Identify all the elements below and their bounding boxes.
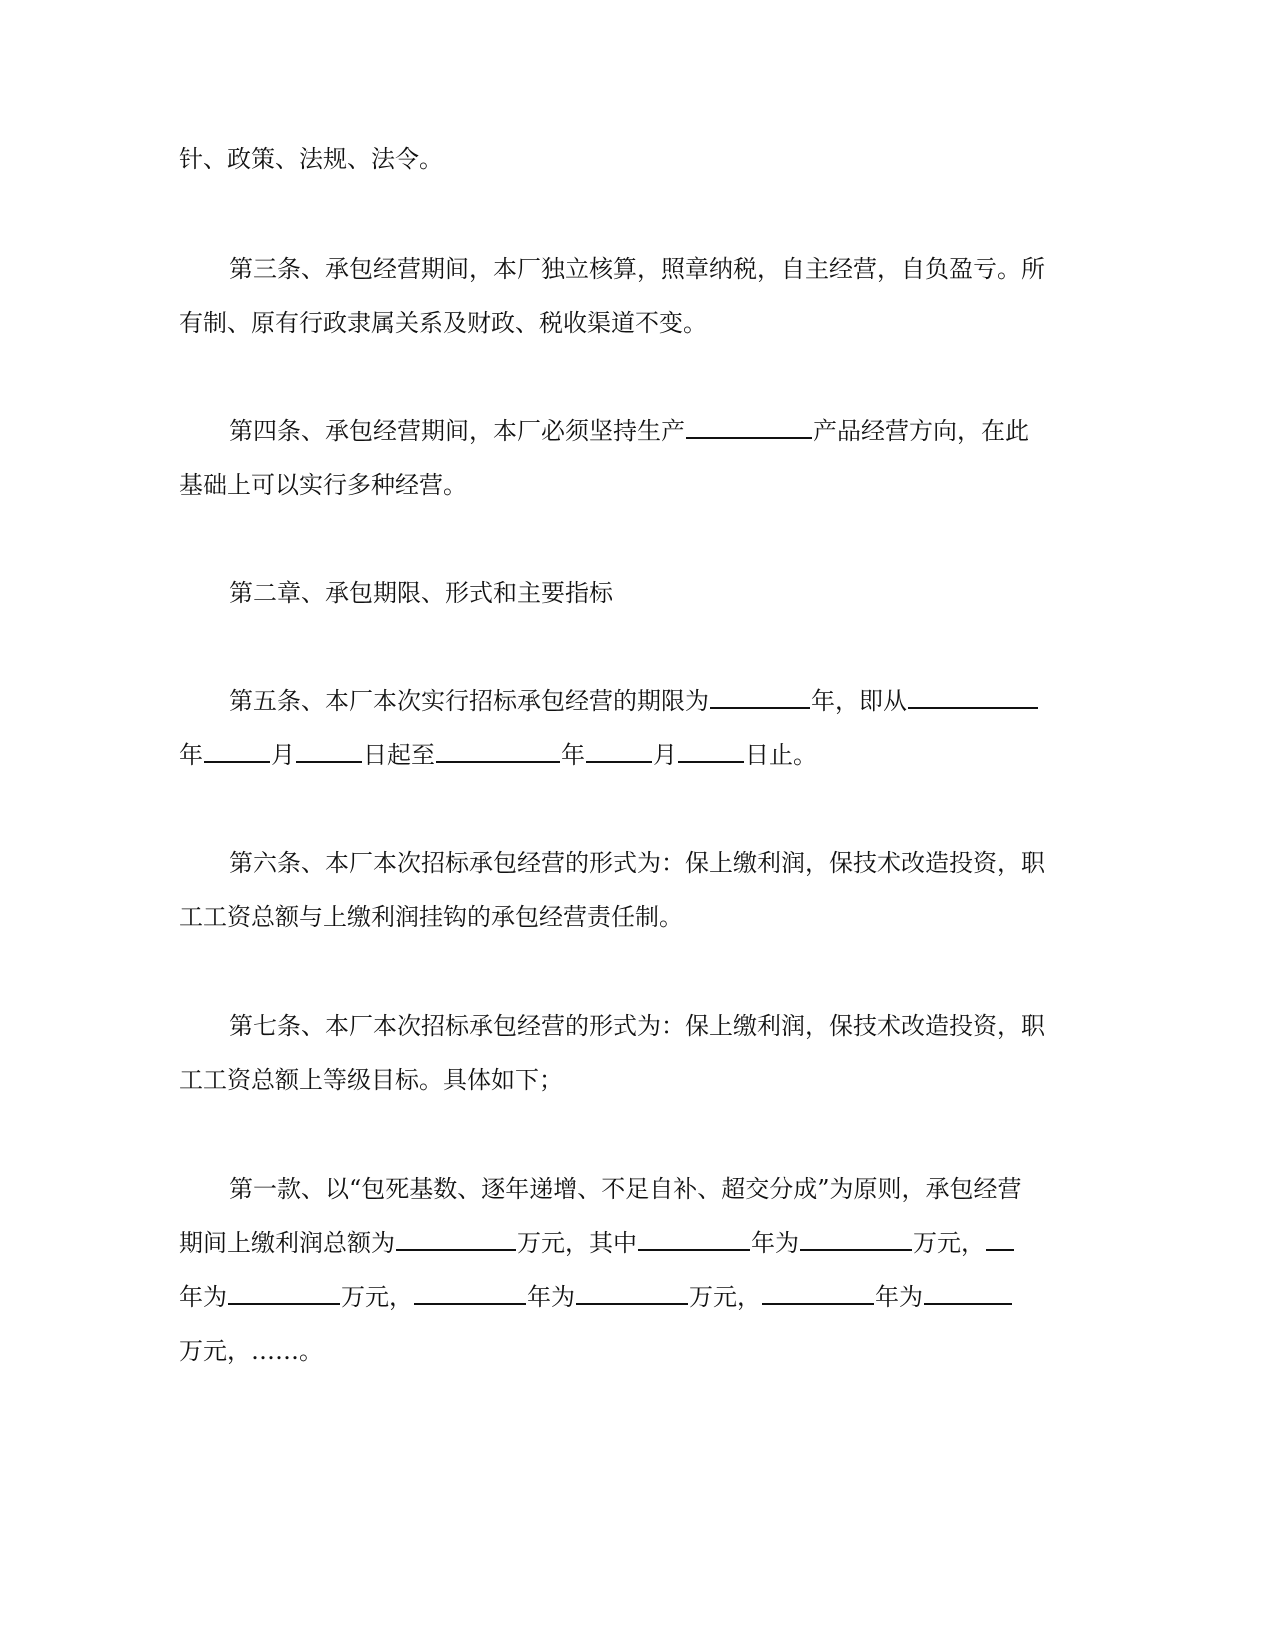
article-5-line-2: [179, 738, 1079, 772]
fill-blank[interactable]: [296, 739, 362, 763]
text: 年: [561, 741, 585, 769]
text: 年为: [875, 1283, 923, 1311]
fill-blank[interactable]: [986, 1227, 1014, 1251]
text: 工工资总额上等级目标。具体如下；: [179, 1066, 563, 1094]
text: 日止。: [745, 741, 817, 769]
fill-blank[interactable]: [686, 415, 812, 439]
text: 月: [271, 741, 295, 769]
text: 万元，: [913, 1229, 985, 1257]
fill-blank[interactable]: [576, 1281, 688, 1305]
clause-1-line-3: [179, 1280, 1079, 1314]
text: 第三条、承包经营期间，本厂独立核算，照章纳税，自主经营，自负盈亏。所: [229, 255, 1045, 283]
text: 有制、原有行政隶属关系及财政、税收渠道不变。: [179, 309, 707, 337]
text: 年，即从: [811, 687, 907, 715]
article-3-line-1: [229, 252, 1129, 286]
text: 第七条、本厂本次招标承包经营的形式为：保上缴利润，保技术改造投资，职: [229, 1012, 1045, 1040]
text: 第六条、本厂本次招标承包经营的形式为：保上缴利润，保技术改造投资，职: [229, 849, 1045, 877]
fill-blank[interactable]: [800, 1227, 912, 1251]
fill-blank[interactable]: [436, 739, 560, 763]
text: 产品经营方向，在此: [813, 417, 1029, 445]
article-6-line-2: [179, 900, 1079, 934]
fill-blank[interactable]: [678, 739, 744, 763]
text: 年为: [527, 1283, 575, 1311]
chapter-2-heading: [229, 576, 1129, 610]
fill-blank[interactable]: [924, 1281, 1012, 1305]
fill-blank[interactable]: [396, 1227, 516, 1251]
text: 年为: [751, 1229, 799, 1257]
clause-1-line-2: [179, 1226, 1079, 1260]
text: 第四条、承包经营期间，本厂必须坚持生产: [229, 417, 685, 445]
fill-blank[interactable]: [204, 739, 270, 763]
paragraph-line: [179, 142, 1079, 176]
text: 第二章、承包期限、形式和主要指标: [229, 579, 613, 607]
text: 万元，其中: [517, 1229, 637, 1257]
fill-blank[interactable]: [908, 685, 1038, 709]
text: 期间上缴利润总额为: [179, 1229, 395, 1257]
text: 万元，: [689, 1283, 761, 1311]
text: 万元，: [341, 1283, 413, 1311]
article-7-line-2: [179, 1063, 1079, 1097]
fill-blank[interactable]: [414, 1281, 526, 1305]
article-5-line-1: [229, 684, 1129, 718]
fill-blank[interactable]: [762, 1281, 874, 1305]
text: 工工资总额与上缴利润挂钩的承包经营责任制。: [179, 903, 683, 931]
fill-blank[interactable]: [586, 739, 652, 763]
text: 月: [653, 741, 677, 769]
text: 年为: [179, 1283, 227, 1311]
fill-blank[interactable]: [710, 685, 810, 709]
article-7-line-1: [229, 1009, 1129, 1043]
text: 日起至: [363, 741, 435, 769]
fill-blank[interactable]: [638, 1227, 750, 1251]
article-4-line-2: [179, 468, 1079, 502]
fill-blank[interactable]: [228, 1281, 340, 1305]
clause-1-line-4: [179, 1334, 1079, 1368]
text: 第五条、本厂本次实行招标承包经营的期限为: [229, 687, 709, 715]
clause-1-line-1: [229, 1172, 1129, 1206]
text: 万元，……。: [179, 1337, 323, 1365]
text: 年: [179, 741, 203, 769]
article-3-line-2: [179, 306, 1079, 340]
text: 基础上可以实行多种经营。: [179, 471, 467, 499]
article-6-line-1: [229, 846, 1129, 880]
text: 针、政策、法规、法令。: [179, 145, 443, 173]
article-4-line-1: [229, 414, 1129, 448]
text: 第一款、以“包死基数、逐年递增、不足自补、超交分成”为原则，承包经营: [229, 1175, 1022, 1203]
